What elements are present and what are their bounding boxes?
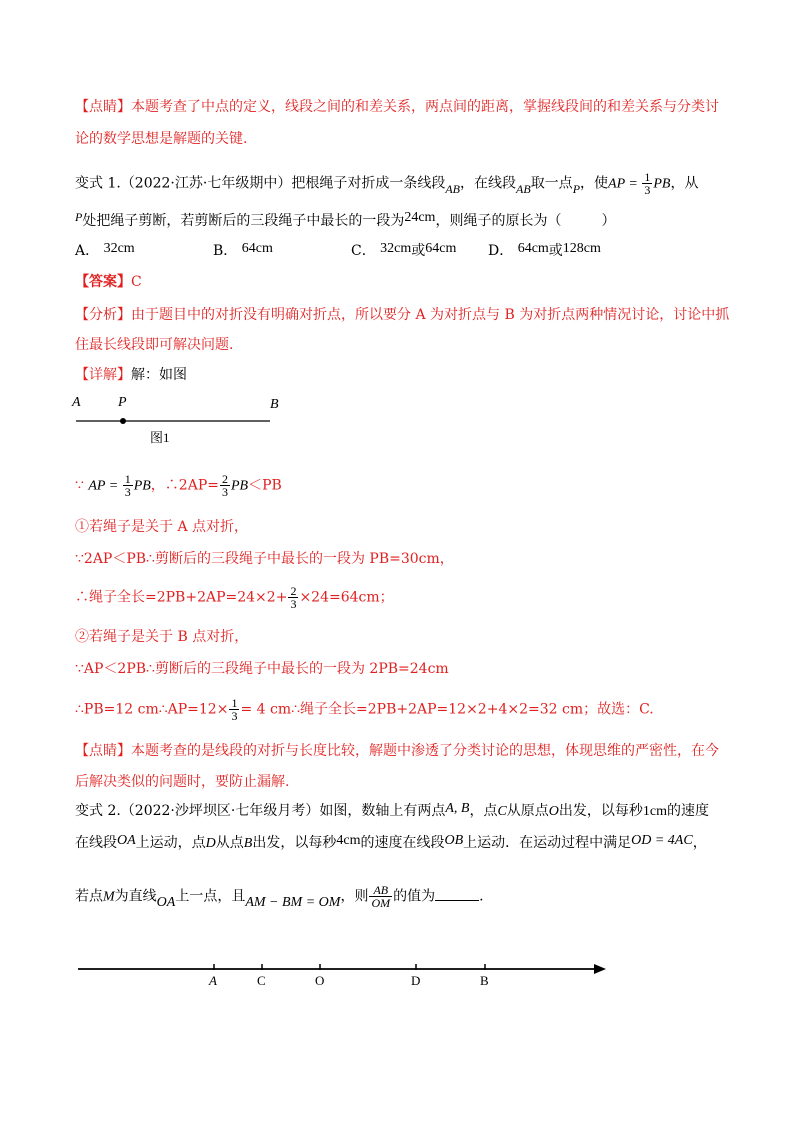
key-point-2-line-1: 【点睛】本题考查的是线段的对折与长度比较，解题中渗透了分类讨论的思想，体现思维的严密性，在今 <box>75 743 719 759</box>
variant-2-line-3: 若点M为直线OA上一点，且AM − BM = OM，则 $\frac{AB}{OM}$ 的值为 . <box>75 883 484 910</box>
fig1-label-p: P <box>118 395 127 410</box>
label-d: D <box>411 973 421 988</box>
option-c: C． 32cm或64cm <box>351 241 457 259</box>
variant-1-line-1: 变式 1.（2022·江苏·七年级期中）把根绳子对折成一条线段AB，在线段AB取一点P，使AP = $\frac{1}{3}$ PB，从 <box>75 170 699 197</box>
label-o: O <box>315 973 325 988</box>
solution-line-4: ∴绳子全长=2PB+2AP=24×2+ $\frac{2}{3}$ ×24=64cm； <box>75 584 394 611</box>
key-point-tag: 【点睛】 <box>75 99 131 115</box>
key-point-2-tag: 【点睛】 <box>75 743 131 759</box>
solution-line-6: ∵AP＜2PB∴剪断后的三段绳子中最长的一段为 2PB=24cm <box>75 661 449 677</box>
fig1-label-a: A <box>72 395 81 410</box>
solution-line-5: ②若绳子是关于 B 点对折， <box>75 629 249 645</box>
answer-blank[interactable] <box>435 886 479 901</box>
key-point-2-line-2: 后解决类似的问题时，要防止漏解. <box>75 774 290 790</box>
solution-line-3: ∵2AP＜PB∴剪断后的三段绳子中最长的一段为 PB=30cm， <box>75 551 454 567</box>
label-c: C <box>257 973 266 988</box>
analysis-line-1: 【分析】由于题目中的对折没有明确对折点，所以要分 A 为对折点与 B 为对折点两种情况讨论，讨论中抓 <box>75 307 730 323</box>
answer-line <box>75 272 142 292</box>
detail-line: 【详解】解：如图 <box>75 367 187 383</box>
figure-1 <box>70 392 290 448</box>
detail-tag: 【详解】 <box>75 367 131 383</box>
analysis-tag: 【分析】 <box>75 307 131 323</box>
option-d: D． 64cm或128cm <box>488 241 601 259</box>
number-line-figure <box>70 955 615 997</box>
option-a: A． 32cm <box>75 241 135 259</box>
analysis-line-2: 住最长线段即可解决问题. <box>75 337 234 353</box>
key-point-line-1: 【点睛】本题考查了中点的定义，线段之间的和差关系，两点间的距离，掌握线段间的和差关系与分类讨 <box>75 99 719 115</box>
label-b: B <box>480 973 489 988</box>
key-point-line-2: 论的数学思想是解题的关键. <box>75 131 248 147</box>
label-a: A <box>209 973 217 988</box>
variant-2-line-2: 在线段OA上运动，点D从点B出发，以每秒4cm的速度在线段OB上运动．在运动过程中满足OD = 4AC， <box>75 833 707 851</box>
fraction: $\frac{1}{3}$ <box>644 170 651 197</box>
answer-tag: 【答案】 <box>75 274 131 290</box>
fig1-label-b: B <box>270 397 279 412</box>
solution-line-7: ∴PB=12 cm∴AP=12× $\frac{1}{3}$ = 4 cm∴绳子全长=2PB+2AP=12×2+4×2=32 cm；故选：C. <box>75 696 654 723</box>
number-line-arrow <box>594 964 606 974</box>
variant-1-line-2: P处把绳子剪断，若剪断后的三段绳子中最长的一段为24cm，则绳子的原长为（ ） <box>75 210 616 229</box>
option-b: B． 64cm <box>213 241 273 259</box>
fig1-point-p <box>120 418 126 424</box>
solution-line-2: ①若绳子是关于 A 点对折， <box>75 519 249 535</box>
answer-value: C <box>131 274 142 290</box>
variant-2-line-1: 变式 2.（2022·沙坪坝区·七年级月考）如图，数轴上有两点A, B，点C从原点O出发，以每秒1cm的速度 <box>75 801 710 819</box>
fig1-caption: 图1 <box>150 430 170 445</box>
solution-line-1: ∵ AP = $\frac{1}{3}$ PB，∴2AP= $\frac{2}{3}$ PB＜PB <box>75 472 282 499</box>
